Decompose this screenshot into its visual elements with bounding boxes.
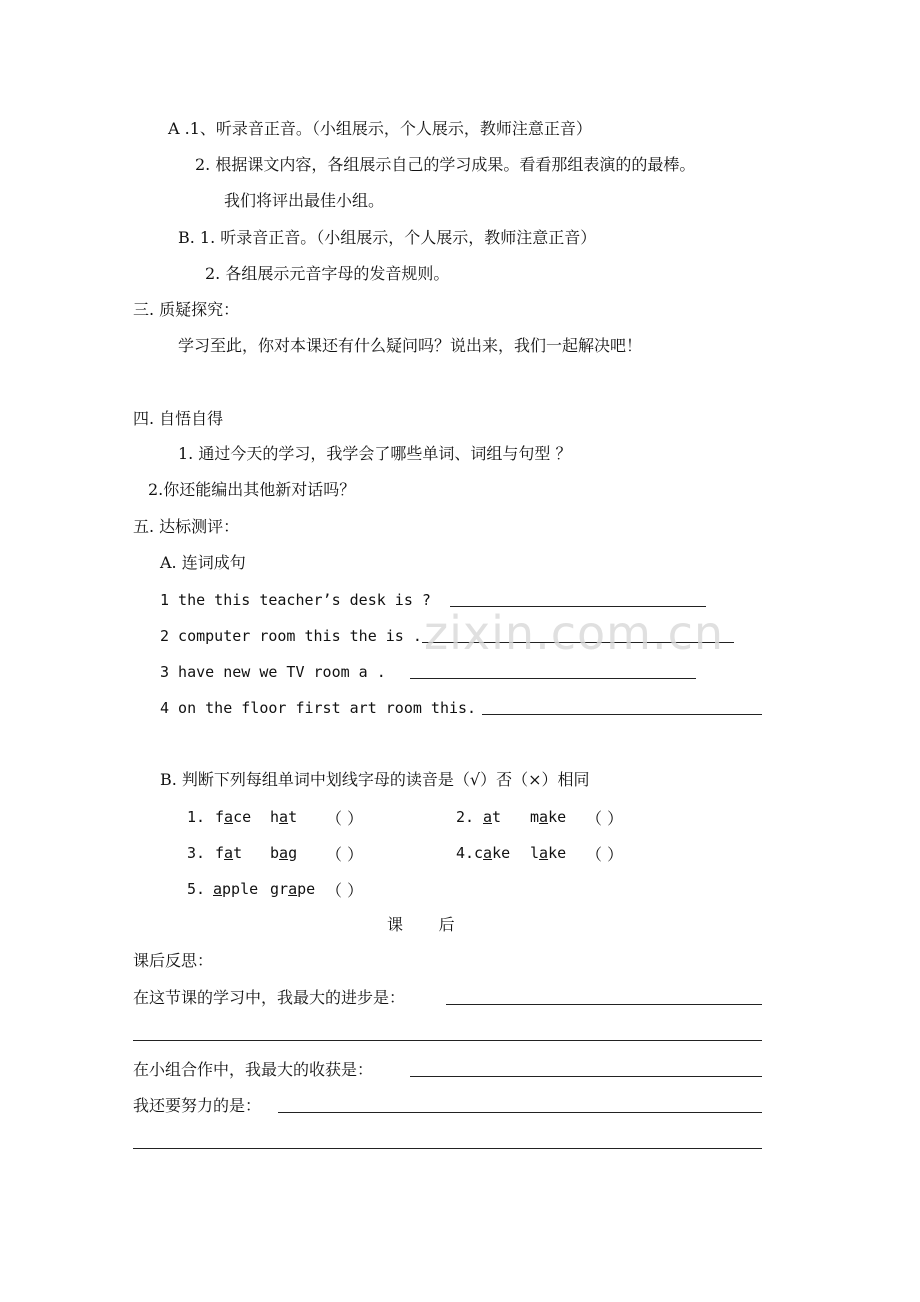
judge-item-3-word1: fat bbox=[215, 844, 243, 862]
judge-item-4-word2: lake bbox=[530, 844, 567, 862]
section4-q2: 2.你还能编出其他新对话吗？ bbox=[148, 480, 356, 499]
judge-item-4-word1: cake bbox=[474, 844, 511, 862]
reflection-heading: 课后反思： bbox=[133, 951, 214, 970]
part-a-heading: A. 连词成句 bbox=[160, 553, 246, 572]
reflection-progress-line-2[interactable] bbox=[133, 1040, 762, 1041]
reflection-gain-label: 在小组合作中，我最大的收获是： bbox=[133, 1060, 374, 1079]
after-class-title: 课 后 bbox=[387, 915, 455, 934]
section-b-line2: 2. 各组展示元音字母的发音规则。 bbox=[205, 264, 450, 283]
judge-item-5-answer[interactable]: （ ） bbox=[326, 881, 364, 900]
judge-item-4-number: 4. bbox=[456, 844, 475, 862]
judge-item-2-word1: at bbox=[483, 808, 502, 826]
judge-item-4-answer[interactable]: （ ） bbox=[586, 845, 624, 864]
section3-text: 学习至此，你对本课还有什么疑问吗？说出来，我们一起解决吧！ bbox=[178, 336, 643, 355]
judge-item-2-answer[interactable]: （ ） bbox=[586, 809, 624, 828]
watermark: zixin.com.cn bbox=[424, 606, 725, 660]
sentence-2: 2 computer room this the is . bbox=[160, 627, 422, 645]
judge-item-3-number: 3. bbox=[187, 844, 206, 862]
section-b-line1: B. 1. 听录音正音。（小组展示，个人展示，教师注意正音） bbox=[178, 228, 597, 247]
reflection-gain-line[interactable] bbox=[410, 1076, 762, 1077]
judge-item-3-answer[interactable]: （ ） bbox=[326, 845, 364, 864]
section5-heading: 五. 达标测评： bbox=[133, 517, 240, 536]
judge-item-5-number: 5. bbox=[187, 880, 206, 898]
section4-heading: 四. 自悟自得 bbox=[133, 409, 224, 428]
sentence-3: 3 have new we TV room a . bbox=[160, 663, 386, 681]
answer-blank-4[interactable] bbox=[482, 714, 762, 715]
judge-item-2-word2: make bbox=[530, 808, 567, 826]
section-a-line2: 2. 根据课文内容，各组展示自己的学习成果。看看那组表演的的最棒。 bbox=[195, 155, 696, 174]
sentence-1: 1 the this teacher’s desk is ? bbox=[160, 591, 431, 609]
section-a-line1: A .1、听录音正音。（小组展示，个人展示，教师注意正音） bbox=[168, 119, 592, 138]
sentence-4: 4 on the floor first art room this. bbox=[160, 699, 477, 717]
judge-item-5-word2: grape bbox=[270, 880, 316, 898]
reflection-effort-line-2[interactable] bbox=[133, 1148, 762, 1149]
judge-item-1-number: 1. bbox=[187, 808, 206, 826]
reflection-effort-label: 我还要努力的是： bbox=[133, 1096, 262, 1115]
judge-item-1-word2: hat bbox=[270, 808, 298, 826]
part-b-heading: B. 判断下列每组单词中划线字母的读音是（√）否（×）相同 bbox=[160, 770, 590, 789]
answer-blank-3[interactable] bbox=[410, 678, 696, 679]
judge-item-2-number: 2. bbox=[456, 808, 475, 826]
judge-item-3-word2: bag bbox=[270, 844, 298, 862]
reflection-progress-line[interactable] bbox=[446, 1004, 762, 1005]
reflection-effort-line[interactable] bbox=[278, 1112, 762, 1113]
judge-item-5-word1: apple bbox=[213, 880, 259, 898]
judge-item-1-answer[interactable]: （ ） bbox=[326, 809, 364, 828]
section4-q1: 1. 通过今天的学习，我学会了哪些单词、词组与句型 ？ bbox=[178, 444, 572, 463]
judge-item-1-word1: face bbox=[215, 808, 252, 826]
section3-heading: 三. 质疑探究： bbox=[133, 300, 240, 319]
reflection-progress-label: 在这节课的学习中，我最大的进步是： bbox=[133, 988, 406, 1007]
section-a-line2b: 我们将评出最佳小组。 bbox=[224, 191, 385, 210]
